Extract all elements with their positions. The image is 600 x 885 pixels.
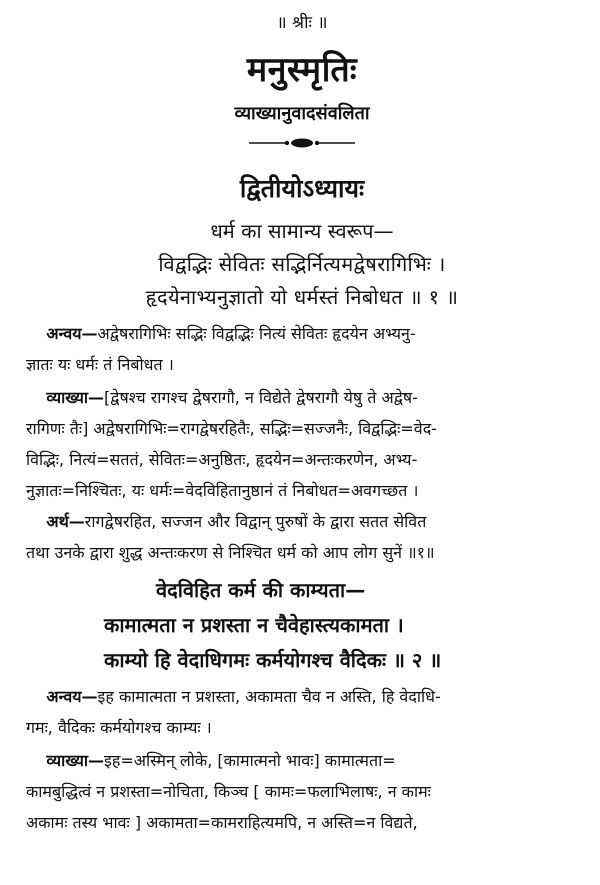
paragraph-line: तथा उनके द्वारा शुद्ध अन्तःकरण से निश्चित धर्म को आप लोग सुनें ॥१॥	[26, 543, 435, 562]
chapter-heading: द्वितीयोऽध्यायः	[239, 174, 365, 203]
paragraph-line: रागद्वेषरहित, सज्जन और विद्वान् पुरुषों के द्वारा सतत सेवित	[84, 512, 427, 531]
verse-line: विद्वद्भिः सेवितः सद्भिर्नित्यमद्वेषरागिभिः ।	[158, 252, 446, 276]
artha-label: अर्थ—	[46, 512, 85, 531]
vyakhya-paragraph	[26, 382, 578, 506]
paragraph-line: ज्ञातः यः धर्मः तं निबोधत ।	[26, 355, 174, 374]
page-subtitle: व्याख्यानुवादसंवलिता	[234, 103, 370, 124]
ornament-divider-icon	[247, 135, 357, 151]
verse-line: कामात्मता न प्रशस्ता न चैवेहास्त्यकामता ।	[104, 613, 404, 637]
paragraph-line: इह कामात्मता न प्रशस्ता, अकामता चैव न अस्ति, हि वेदाधि-	[97, 687, 441, 706]
vyakhya-paragraph	[26, 745, 578, 838]
verse-line: हृदयेनाभ्यनुज्ञातो यो धर्मस्तं निबोधत ॥ १ ॥	[145, 285, 459, 309]
section-heading: धर्म का सामान्य स्वरूप—	[210, 219, 394, 243]
invocation-text: ॥ श्रीः ॥	[276, 13, 328, 33]
paragraph-line: विद्भिः, नित्यं=सततं, सेवितः=अनुष्ठितः, हृदयेन=अन्तःकरणेन, अभ्य-	[26, 450, 418, 469]
anvaya-paragraph	[26, 318, 578, 380]
paragraph-line: कामबुद्धित्वं न प्रशस्ता=नोचिता, किञ्च [ कामः=फलाभिलाषः, न कामः	[26, 782, 431, 801]
paragraph-line: अद्वेषरागिभिः सद्भिः विद्वद्भिः नित्यं सेवितः हृदयेन अभ्यनु-	[97, 324, 416, 343]
paragraph-line: इह=अस्मिन् लोके, [कामात्मनो भावः] कामात्मता=	[104, 751, 396, 770]
artha-paragraph	[26, 506, 578, 568]
anvaya-label: अन्वय—	[46, 324, 98, 343]
paragraph-line: गमः, वैदिकः कर्मयोगश्च काम्यः ।	[26, 718, 212, 737]
verse-line: काम्यो हि वेदाधिगमः कर्मयोगश्च वैदिकः ॥ २ ॥	[104, 648, 442, 672]
page-title: मनुस्मृतिः	[246, 50, 358, 90]
section-heading: वेदविहित कर्म की काम्यता—	[156, 578, 366, 602]
paragraph-line: रागिणः तैः] अद्वेषरागिभिः=रागद्वेषरहितैः, सद्भिः=सज्जनैः, विद्वद्भिः=वेद-	[26, 419, 437, 438]
anvaya-paragraph	[26, 681, 578, 743]
paragraph-line: अकामः तस्य भावः ] अकामता=कामराहित्यमपि, न अस्ति=न विद्यते,	[26, 813, 418, 832]
vyakhya-label: व्याख्या—	[46, 751, 105, 770]
vyakhya-label: व्याख्या—	[46, 388, 105, 407]
paragraph-line: नुज्ञातः=निश्चितः, यः धर्मः=वेदविहितानुष्ठानं तं निबोधत=अवगच्छत ।	[26, 481, 419, 500]
paragraph-line: [द्वेषश्च रागश्च द्वेषरागौ, न विद्येते द्वेषरागौ येषु ते अद्वेष-	[104, 388, 418, 407]
anvaya-label: अन्वय—	[46, 687, 98, 706]
